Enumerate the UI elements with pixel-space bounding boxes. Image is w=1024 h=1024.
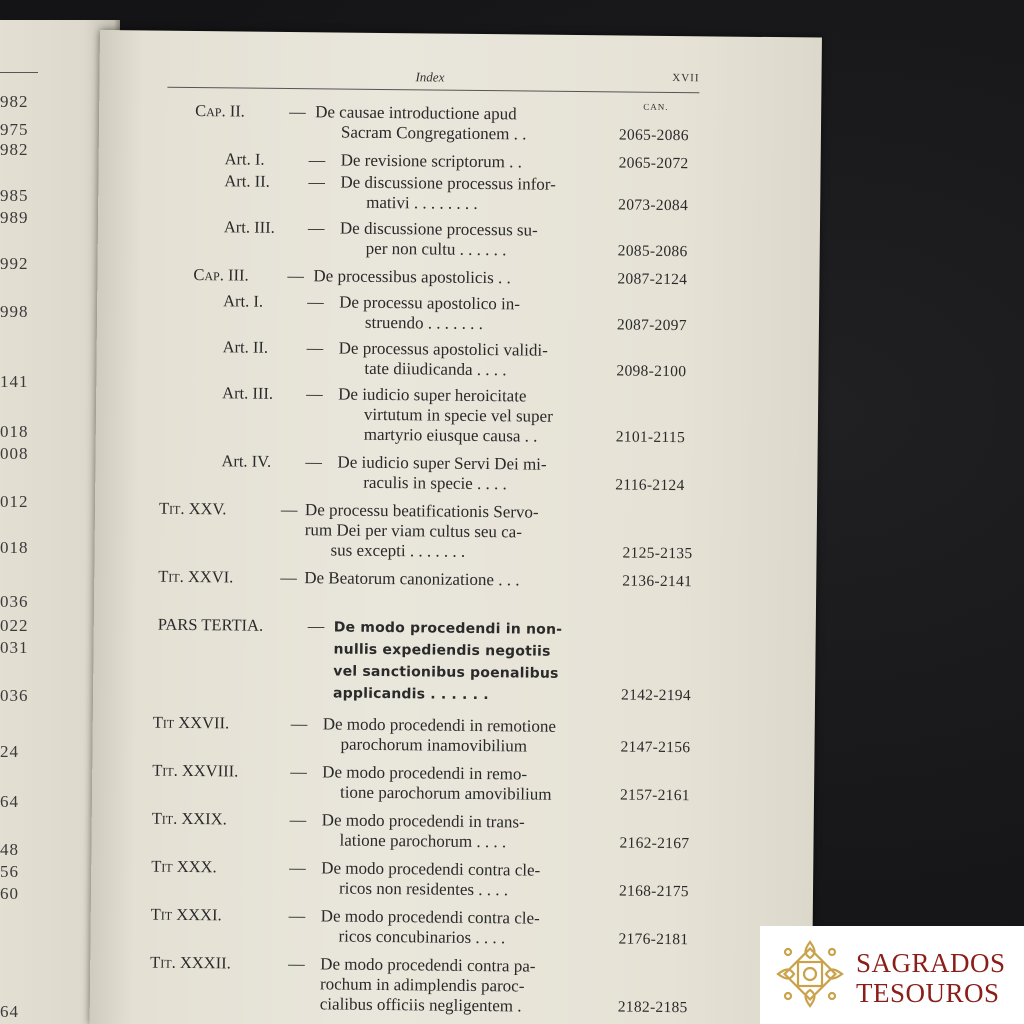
entry-text-line: De causae introductione apud: [315, 102, 517, 124]
entry-dash: —: [306, 384, 323, 404]
entry-canon-range: 2162-2167: [619, 834, 690, 853]
entry-text-line: nullis expediendis negotiis: [333, 641, 551, 660]
left-page-number: 48: [0, 840, 19, 859]
entry-text-line: De processu apostolico in-: [339, 292, 521, 314]
entry-text-line: vel sanctionibus poenalibus: [333, 663, 559, 682]
entry-text-line: De modo procedendi in remotione: [322, 714, 557, 736]
right-page: [90, 30, 822, 1024]
entry-text: [320, 954, 536, 1016]
entry-text: [339, 293, 520, 335]
entry-text-line: De discussione processus su-: [339, 218, 538, 240]
entry-dash: —: [290, 714, 308, 734]
entry-label: Cap. II.: [195, 101, 245, 121]
entry-text-line: per non cultu . . . . . .: [365, 238, 507, 260]
entry-text-line: martyrio eiusque causa . .: [363, 424, 538, 446]
entry-label: Tit XXX.: [151, 856, 217, 877]
entry-text-line: struendo . . . . . . .: [364, 312, 484, 334]
entry-text-line: tate diiudicanda . . . .: [364, 358, 507, 380]
entry-text: [341, 151, 522, 173]
entry-text: [321, 858, 540, 900]
entry-dash: —: [307, 292, 324, 312]
entry-label: Tit. XXV.: [158, 498, 227, 519]
entry-canon-range: 2182-2185: [617, 998, 688, 1017]
entry-label: Art. I.: [223, 291, 264, 311]
entry-label: Tit. XXIX.: [151, 808, 227, 829]
entry-text-line: De discussione processus infor-: [340, 172, 556, 194]
entry-label: Art. II.: [222, 337, 269, 357]
entry-dash: —: [308, 172, 326, 192]
left-page-number: 975: [0, 120, 29, 139]
entry-canon-range: 2142-2194: [620, 686, 692, 705]
entry-canon-range: 2073-2084: [618, 196, 689, 215]
entry-canon-range: 2085-2086: [617, 242, 688, 261]
entry-text-line: De revisione scriptorum . .: [340, 150, 523, 172]
entry-label: Tit. XXXII.: [150, 952, 231, 973]
entry-text-line: tione parochorum amovibilium: [339, 782, 552, 804]
entry-text: [333, 616, 562, 706]
canon-column-label: CAN.: [643, 101, 669, 112]
entry-text-line: rum Dei per viam cultus seu ca-: [304, 520, 523, 542]
left-page-number: 992: [0, 254, 29, 273]
entry-text-line: parochorum inamovibilium: [340, 734, 528, 756]
left-page-number: 998: [0, 302, 29, 321]
entry-canon-range: 2176-2181: [618, 930, 689, 949]
entry-text-line: rochum in adimplendis paroc-: [319, 974, 525, 996]
entry-text-line: De processu beatificationis Servo-: [304, 500, 539, 522]
entry-label: Art. IV.: [221, 451, 272, 471]
left-page-number: 985: [0, 186, 29, 205]
entry-text: [322, 714, 556, 756]
entry-text-line: De iudicio super heroicitate: [338, 384, 527, 406]
left-page-header-rule: [0, 72, 38, 73]
entry-text-line: raculis in specie . . . .: [363, 472, 507, 494]
left-page-number: 036: [0, 686, 29, 705]
left-page-number: 982: [0, 140, 29, 159]
entry-text-line: De modo procedendi contra cle-: [320, 906, 540, 928]
left-page-number: 56: [0, 862, 19, 881]
left-page-number: 982: [0, 92, 29, 111]
entry-text-line: De modo procedendi in non-: [333, 619, 563, 638]
entry-canon-range: 2147-2156: [620, 738, 691, 757]
entry-dash: —: [289, 101, 306, 122]
entry-label: Cap. III.: [193, 264, 249, 285]
entry-dash: —: [307, 218, 325, 238]
entry-text: [321, 810, 524, 852]
entry-canon-range: 2116-2124: [615, 476, 685, 495]
ornament-icon: [774, 938, 846, 1010]
entry-label: Art. III.: [223, 217, 275, 237]
entry-dash: —: [305, 452, 323, 472]
entry-text-line: Sacram Congregationem . .: [340, 122, 527, 144]
left-page-number: 022: [0, 616, 29, 635]
entry-dash: —: [280, 567, 297, 588]
entry-canon-range: 2065-2086: [618, 126, 689, 145]
left-page-number: 141: [0, 372, 29, 391]
entry-text-line: ricos concubinarios . . . .: [338, 926, 506, 948]
left-page-number: 031: [0, 638, 29, 657]
entry-text-line: sus excepti . . . . . . .: [330, 540, 466, 561]
entry-label: PARS TERTIA.: [157, 614, 264, 635]
left-page-number: 018: [0, 538, 29, 557]
entry-dash: —: [287, 265, 305, 286]
entry-dash: —: [288, 954, 305, 974]
left-page-number: 64: [0, 792, 19, 811]
left-page-number: 008: [0, 444, 29, 463]
left-page-number: 036: [0, 592, 29, 611]
entry-text-line: De Beatorum canonizatione . . .: [304, 568, 520, 590]
entry-label: Art. III.: [222, 383, 274, 403]
logo-text-line2: TESOUROS: [856, 978, 1000, 1008]
entry-canon-range: 2125-2135: [622, 544, 693, 563]
entry-label: Art. I.: [224, 149, 265, 169]
entry-text-line: De modo procedendi contra pa-: [320, 954, 536, 976]
left-page-number: 989: [0, 208, 29, 227]
left-page-number: 012: [0, 492, 29, 511]
entry-text-line: De processibus apostolicis . .: [313, 266, 511, 288]
entry-canon-range: 2087-2124: [617, 270, 688, 289]
entry-canon-range: 2098-2100: [616, 362, 687, 381]
left-page-number: 64: [0, 1002, 19, 1021]
entry-text-line: De iudicio super Servi Dei mi-: [337, 452, 547, 474]
page-header: [167, 67, 699, 94]
entry-text-line: De modo procedendi contra cle-: [321, 858, 541, 880]
entry-canon-range: 2157-2161: [619, 786, 690, 805]
watermark-logo: [760, 926, 1024, 1024]
entry-canon-range: 2087-2097: [616, 316, 687, 335]
entry-dash: —: [288, 906, 306, 926]
entry-canon-range: 2136-2141: [622, 572, 693, 591]
left-page-number: 60: [0, 884, 19, 903]
entry-dash: —: [308, 150, 326, 170]
entry-text-line: cialibus officiis negligentem .: [319, 994, 522, 1016]
entry-text-line: mativi . . . . . . . .: [366, 192, 478, 213]
header-title: Index: [415, 69, 445, 85]
entry-dash: —: [280, 499, 298, 520]
entry-dash: —: [307, 616, 325, 636]
entry-label: Tit. XXVI.: [158, 566, 234, 587]
entry-dash: —: [306, 338, 324, 358]
entry-text-line: applicandis . . . . . .: [332, 685, 489, 704]
entry-canon-range: 2065-2072: [618, 154, 689, 173]
header-page-number: XVII: [672, 71, 700, 85]
entry-text: [322, 762, 552, 804]
entry-text-line: ricos non residentes . . . .: [338, 878, 509, 900]
entry-text: [320, 906, 539, 948]
entry-canon-range: 2168-2175: [618, 882, 689, 901]
entry-label: Art. II.: [224, 171, 270, 191]
entry-text-line: De modo procedendi in remo-: [322, 762, 528, 784]
entry-text: [338, 385, 553, 447]
entry-text-line: virtutum in specie vel super: [363, 404, 553, 426]
entry-text: [315, 102, 527, 144]
entry-text: [340, 173, 556, 215]
left-page-number: 24: [0, 742, 19, 761]
entry-dash: —: [290, 762, 307, 782]
entry-canon-range: 2101-2115: [615, 428, 686, 447]
entry-text: [340, 219, 538, 261]
entry-text: [338, 339, 548, 381]
entry-dash: —: [289, 810, 307, 830]
logo-text-line1: SAGRADOS: [856, 948, 1006, 978]
entry-label: Tit XXXI.: [150, 904, 222, 925]
entry-text: [304, 500, 538, 562]
entry-text: [304, 568, 519, 590]
entry-text-line: latione parochorum . . . .: [339, 830, 507, 852]
entry-text: [337, 453, 547, 495]
entry-dash: —: [289, 858, 306, 878]
entry-text-line: De processus apostolici validi-: [338, 338, 548, 360]
entry-label: Tit. XXVIII.: [152, 760, 239, 781]
entry-label: Tit XXVII.: [152, 712, 230, 733]
entry-text-line: De modo procedendi in trans-: [321, 810, 525, 832]
left-page-number: 018: [0, 422, 29, 441]
entry-text: [313, 266, 511, 288]
